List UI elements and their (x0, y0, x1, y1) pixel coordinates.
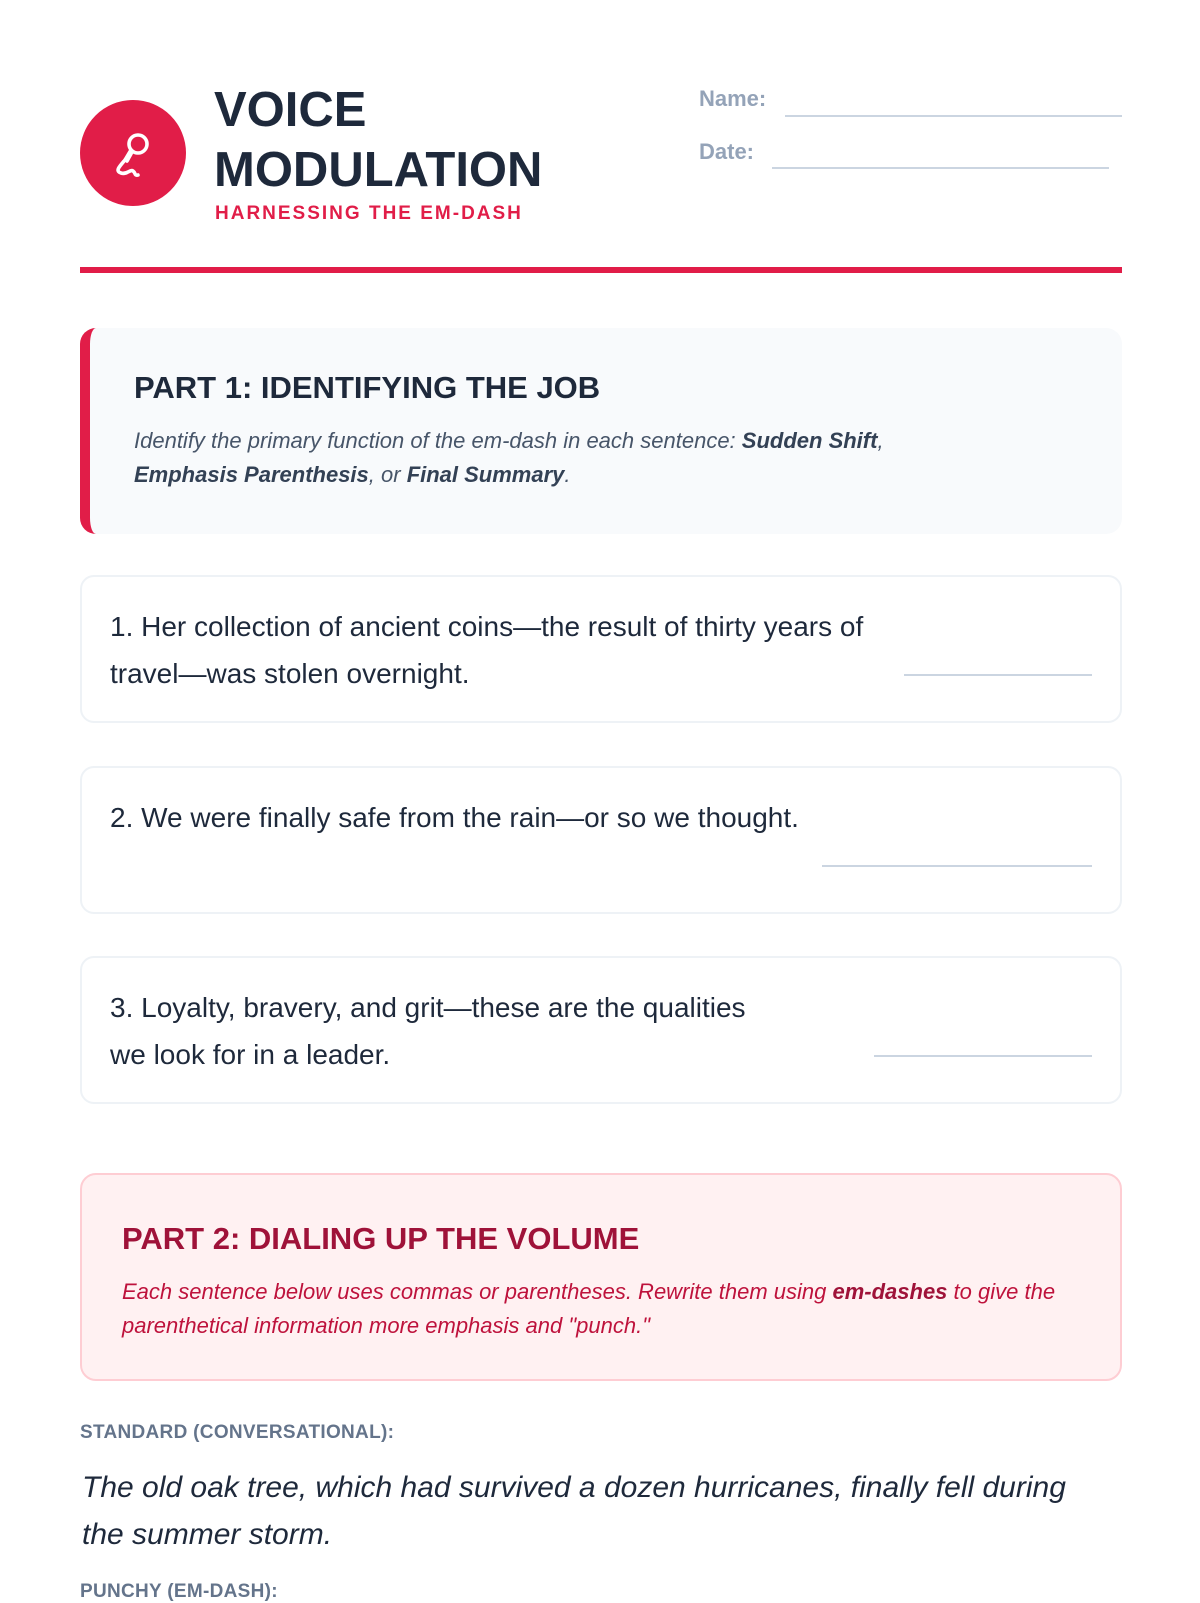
header-divider (80, 267, 1122, 273)
microphone-icon (105, 125, 161, 181)
question-card (80, 956, 1122, 1104)
part1-title: PART 1: IDENTIFYING THE JOB (134, 370, 601, 405)
part1-instructions-text: Identify the primary function of the em-dash in each sentence: (134, 428, 742, 453)
logo-badge (80, 100, 186, 206)
title-line-1: VOICE (214, 83, 367, 137)
name-label: Name: (699, 86, 767, 111)
part2-instructions-text-end: to give the parenthetical information more emphasis and "punch." (122, 1279, 1056, 1338)
question-card (80, 766, 1122, 914)
part2-instructions (122, 1275, 1082, 1343)
title-line-2: MODULATION (214, 143, 543, 197)
part2-instructions-text: Each sentence below uses commas or parentheses. Rewrite them using (122, 1279, 833, 1304)
name-field[interactable] (785, 115, 1122, 117)
answer-line[interactable] (822, 865, 1092, 867)
part2-title: PART 2: DIALING UP THE VOLUME (122, 1221, 640, 1256)
date-label: Date: (699, 139, 755, 164)
question-text: 3. Loyalty, bravery, and grit—these are the qualities we look for in a leader. (110, 992, 746, 1070)
page-subtitle: HARNESSING THE EM-DASH (215, 203, 523, 224)
punchy-label: PUNCHY (EM-DASH): (80, 1581, 278, 1602)
question-text: 2. We were finally safe from the rain—or so we thought. (110, 802, 799, 833)
page-title (214, 80, 542, 200)
answer-line[interactable] (874, 1055, 1092, 1057)
option-sudden-shift: Sudden Shift (741, 428, 878, 453)
answer-line[interactable] (904, 674, 1092, 676)
standard-sentence: The old oak tree, which had survived a dozen hurricanes, finally fell during the summer storm. (82, 1471, 1066, 1551)
separator: , (877, 428, 884, 453)
question-text: 1. Her collection of ancient coins—the result of thirty years of travel—was stolen overnight. (110, 611, 864, 689)
option-final-summary: Final Summary (406, 462, 565, 487)
standard-label: STANDARD (CONVERSATIONAL): (80, 1422, 395, 1443)
option-emphasis-parenthesis: Emphasis Parenthesis (134, 462, 369, 487)
separator: . (564, 462, 571, 487)
part2-box (80, 1173, 1122, 1381)
separator: , or (368, 462, 407, 487)
part2-instructions-emphasis: em-dashes (832, 1279, 948, 1304)
worksheet-header (80, 0, 1120, 276)
part1-instructions (134, 424, 1054, 492)
part1-box (80, 328, 1122, 534)
date-field[interactable] (772, 167, 1109, 169)
question-card (80, 575, 1122, 723)
